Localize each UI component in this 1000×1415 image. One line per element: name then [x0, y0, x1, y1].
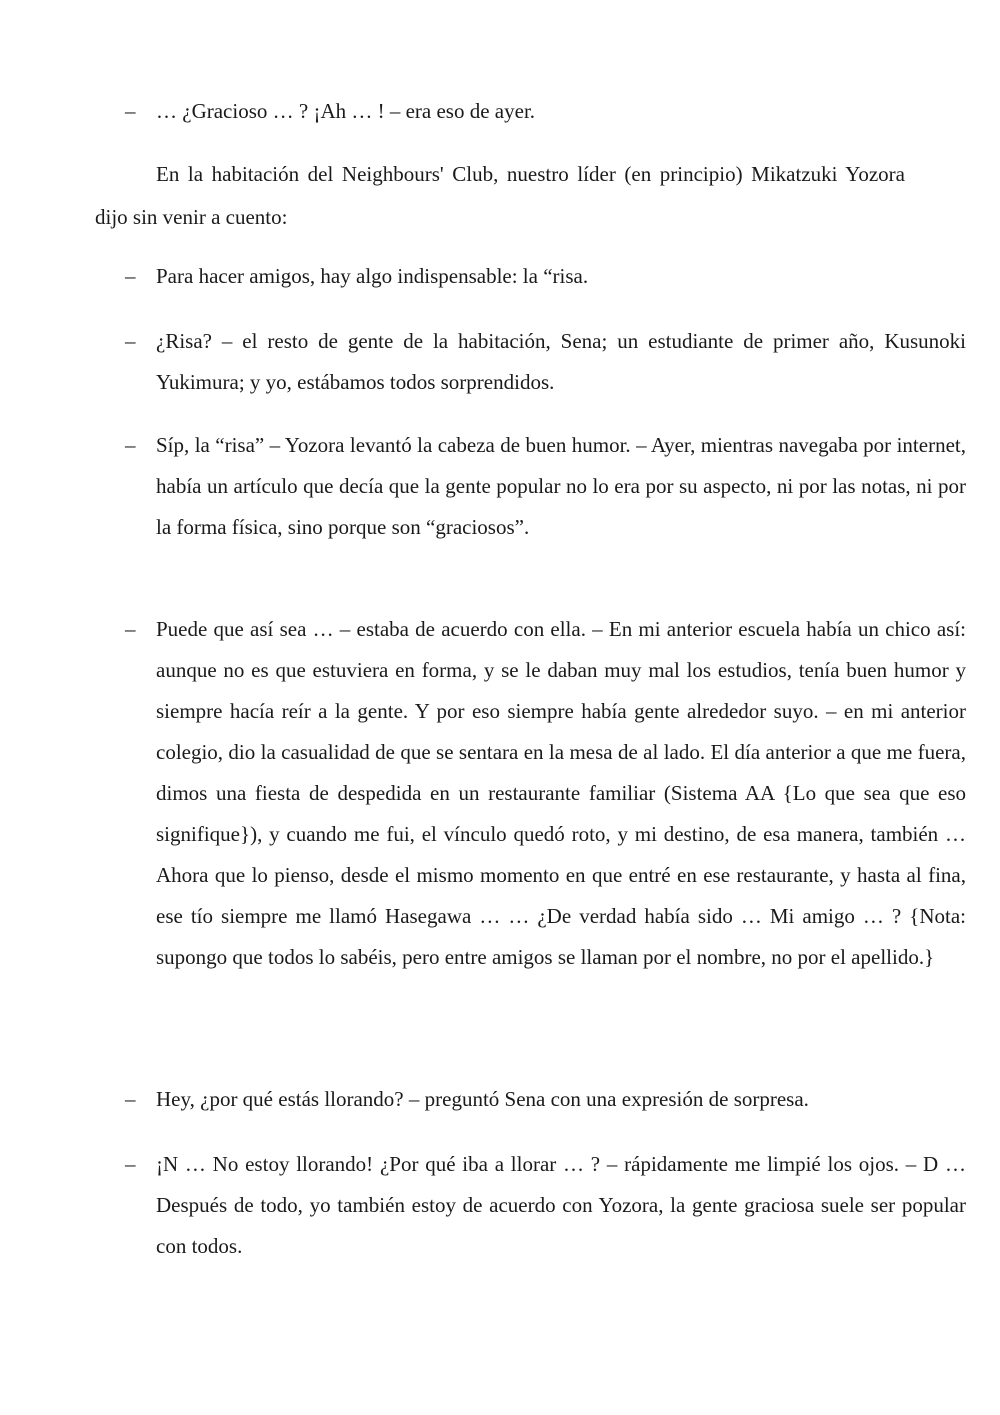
- dialogue-text: Síp, la “risa” – Yozora levantó la cabeza de buen humor. – Ayer, mientras navegaba por internet, había un artículo que decía que la gente popular no lo era por su aspecto, ni por las notas, ni por la forma física, sino porque son “graciosos”.: [156, 433, 966, 539]
- dialogue-line: [95, 91, 966, 132]
- dialogue-dash: –: [125, 329, 136, 353]
- dialogue-dash: –: [125, 264, 136, 288]
- narration-paragraph: En la habitación del Neighbours' Club, nuestro líder (en principio) Mikatzuki Yozora dijo sin venir a cuento:: [95, 162, 905, 229]
- dialogue-dash: –: [125, 1087, 136, 1111]
- dialogue-dash: –: [125, 99, 136, 123]
- dialogue-dash: –: [125, 1152, 136, 1176]
- dialogue-line: [95, 256, 966, 297]
- dialogue-line: [95, 425, 966, 548]
- dialogue-text: Hey, ¿por qué estás llorando? – preguntó Sena con una expresión de sorpresa.: [156, 1087, 809, 1111]
- dialogue-line: [95, 1144, 966, 1267]
- dialogue-dash: –: [125, 433, 136, 457]
- dialogue-dash: –: [125, 617, 136, 641]
- dialogue-text: ¿Risa? – el resto de gente de la habitación, Sena; un estudiante de primer año, Kusunoki Yukimura; y yo, estábamos todos sorprendidos.: [156, 329, 966, 394]
- dialogue-text: … ¿Gracioso … ? ¡Ah … ! – era eso de ayer.: [156, 99, 536, 123]
- dialogue-text: Puede que así sea … – estaba de acuerdo con ella. – En mi anterior escuela había un chico así: aunque no es que estuviera en forma, y se le daban muy mal los estudios, tenía buen humor y siempre hacía reír a la gente. Y por eso siempre había gente alrededor suyo. – en mi anterior colegio, dio la casualidad de que se sentara en la mesa de al lado. El día anterior a que me fuera, dimos una fiesta de despedida en un restaurante familiar (Sistema AA {Lo que sea que eso signifique}), y cuando me fui, el vínculo quedó roto, y mi destino, de esa manera, también … Ahora que lo pienso, desde el mismo momento en que entré en ese restaurante, y hasta al fina, ese tío siempre me llamó Hasegawa … … ¿De verdad había sido … Mi amigo … ? {Nota: supongo que todos lo sabéis, pero entre amigos se llaman por el nombre, no por el apellido.}: [156, 617, 966, 969]
- dialogue-line: [95, 321, 966, 403]
- dialogue-text: ¡N … No estoy llorando! ¿Por qué iba a llorar … ? – rápidamente me limpié los ojos. – D … Después de todo, yo también estoy de acuerdo con Yozora, la gente graciosa suele ser popular con todos.: [156, 1152, 966, 1258]
- dialogue-line: [95, 609, 966, 978]
- dialogue-text: Para hacer amigos, hay algo indispensable: la “risa.: [156, 264, 589, 288]
- dialogue-line: [95, 1079, 966, 1120]
